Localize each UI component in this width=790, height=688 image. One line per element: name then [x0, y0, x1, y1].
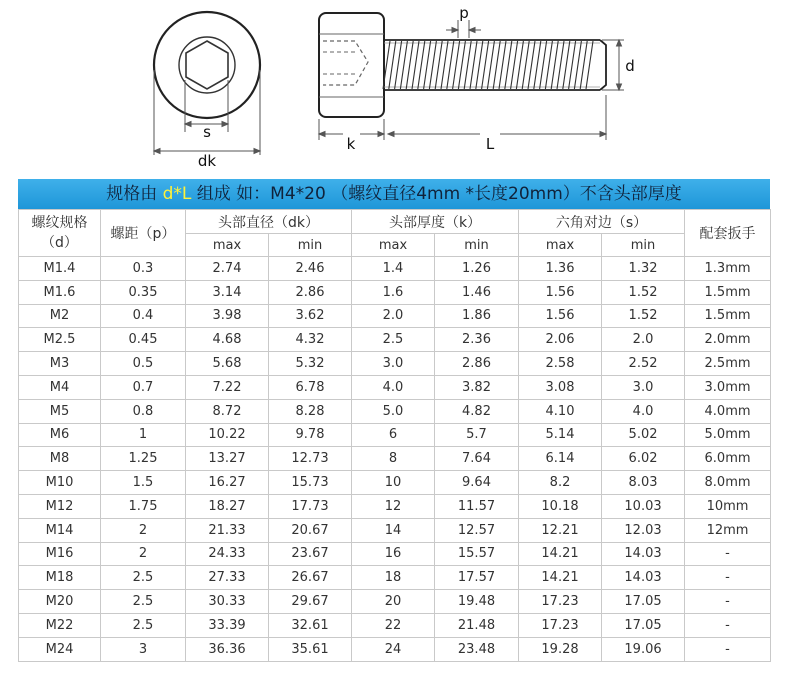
cell-head-dia-max: 4.68	[186, 328, 269, 352]
thread-line	[441, 41, 448, 89]
cell-spec: M10	[19, 471, 101, 495]
cell-hex-flat-max: 12.21	[519, 518, 602, 542]
cell-head-thick-max: 6	[352, 423, 435, 447]
screw-end-view	[154, 12, 260, 118]
cell-hex-flat-max: 3.08	[519, 375, 602, 399]
cell-hex-flat-max: 6.14	[519, 447, 602, 471]
thread-line	[499, 41, 506, 89]
cell-hex-flat-min: 4.0	[602, 399, 685, 423]
thread-line	[482, 41, 489, 89]
cell-spec: M16	[19, 542, 101, 566]
head-thick-min-header: min	[435, 234, 519, 257]
s-label: s	[203, 123, 211, 141]
cell-wrench: 10mm	[685, 494, 771, 518]
thread-line	[516, 41, 523, 89]
col-hex-flat-header: 六角对边（s）	[519, 210, 685, 234]
cell-head-dia-max: 10.22	[186, 423, 269, 447]
screw-side-view	[319, 13, 606, 117]
cell-head-dia-min: 2.86	[269, 280, 352, 304]
cell-head-thick-max: 14	[352, 518, 435, 542]
cell-head-thick-max: 18	[352, 566, 435, 590]
cell-head-thick-min: 17.57	[435, 566, 519, 590]
cell-pitch: 3	[101, 637, 186, 661]
cell-head-thick-max: 10	[352, 471, 435, 495]
cell-pitch: 0.5	[101, 352, 186, 376]
table-row	[19, 423, 771, 447]
cell-head-thick-max: 16	[352, 542, 435, 566]
cell-head-thick-max: 20	[352, 590, 435, 614]
cell-head-thick-min: 1.26	[435, 257, 519, 281]
dk-label: dk	[197, 152, 217, 170]
cell-pitch: 2.5	[101, 613, 186, 637]
cell-head-thick-min: 1.86	[435, 304, 519, 328]
table-row	[19, 542, 771, 566]
cell-head-dia-min: 4.32	[269, 328, 352, 352]
cell-head-thick-min: 9.64	[435, 471, 519, 495]
cell-spec: M8	[19, 447, 101, 471]
cell-pitch: 0.7	[101, 375, 186, 399]
cell-pitch: 0.8	[101, 399, 186, 423]
thread-line	[528, 41, 535, 89]
cell-head-thick-max: 24	[352, 637, 435, 661]
cell-head-dia-max: 7.22	[186, 375, 269, 399]
cell-hex-flat-min: 12.03	[602, 518, 685, 542]
table-row	[19, 613, 771, 637]
thread-line	[511, 41, 518, 89]
cell-hex-flat-max: 5.14	[519, 423, 602, 447]
cell-wrench: 1.5mm	[685, 304, 771, 328]
cell-hex-flat-max: 17.23	[519, 590, 602, 614]
cell-spec: M1.4	[19, 257, 101, 281]
thread-line	[429, 41, 436, 89]
cell-head-thick-min: 15.57	[435, 542, 519, 566]
cell-head-thick-max: 4.0	[352, 375, 435, 399]
L-label: L	[485, 135, 495, 153]
cell-head-dia-max: 2.74	[186, 257, 269, 281]
table-row	[19, 328, 771, 352]
format-banner	[18, 179, 770, 209]
cell-head-thick-min: 7.64	[435, 447, 519, 471]
cell-pitch: 1	[101, 423, 186, 447]
cell-wrench: -	[685, 542, 771, 566]
cell-hex-flat-min: 1.52	[602, 280, 685, 304]
cell-head-thick-max: 12	[352, 494, 435, 518]
cell-hex-flat-max: 1.36	[519, 257, 602, 281]
cell-spec: M4	[19, 375, 101, 399]
cell-pitch: 2	[101, 542, 186, 566]
cell-hex-flat-min: 8.03	[602, 471, 685, 495]
table-row	[19, 352, 771, 376]
cell-hex-flat-min: 14.03	[602, 542, 685, 566]
thread-line	[545, 41, 552, 89]
thread-line	[458, 41, 465, 89]
hex-flat-max-header: max	[519, 234, 602, 257]
cell-hex-flat-min: 5.02	[602, 423, 685, 447]
cell-head-dia-max: 8.72	[186, 399, 269, 423]
thread-line	[534, 41, 541, 89]
cell-spec: M24	[19, 637, 101, 661]
cell-spec: M22	[19, 613, 101, 637]
table-row	[19, 637, 771, 661]
cell-wrench: 8.0mm	[685, 471, 771, 495]
cell-hex-flat-max: 8.2	[519, 471, 602, 495]
table-row	[19, 590, 771, 614]
dk-dimension	[154, 70, 260, 155]
cell-head-dia-min: 6.78	[269, 375, 352, 399]
cell-head-dia-min: 3.62	[269, 304, 352, 328]
cell-head-dia-min: 9.78	[269, 423, 352, 447]
table-row	[19, 304, 771, 328]
cell-pitch: 0.45	[101, 328, 186, 352]
cell-head-dia-min: 35.61	[269, 637, 352, 661]
banner-prefix: 规格由	[106, 184, 163, 204]
table-row	[19, 447, 771, 471]
cell-head-thick-min: 23.48	[435, 637, 519, 661]
table-row	[19, 375, 771, 399]
col-pitch-header: 螺距（p）	[101, 210, 186, 257]
cell-head-dia-max: 3.98	[186, 304, 269, 328]
cell-head-thick-max: 8	[352, 447, 435, 471]
cell-hex-flat-min: 3.0	[602, 375, 685, 399]
cell-spec: M18	[19, 566, 101, 590]
cell-wrench: 5.0mm	[685, 423, 771, 447]
thread-line	[447, 41, 454, 89]
cell-spec: M1.6	[19, 280, 101, 304]
cell-head-dia-max: 33.39	[186, 613, 269, 637]
cell-head-thick-min: 3.82	[435, 375, 519, 399]
cell-head-dia-min: 23.67	[269, 542, 352, 566]
cell-pitch: 1.75	[101, 494, 186, 518]
cell-hex-flat-max: 17.23	[519, 613, 602, 637]
cell-hex-flat-max: 1.56	[519, 280, 602, 304]
banner-highlight: d*L	[162, 184, 192, 204]
cell-hex-flat-max: 19.28	[519, 637, 602, 661]
cell-pitch: 2	[101, 518, 186, 542]
cell-head-dia-min: 32.61	[269, 613, 352, 637]
spec-table	[18, 209, 771, 662]
cell-pitch: 0.3	[101, 257, 186, 281]
cell-head-thick-min: 2.86	[435, 352, 519, 376]
cell-head-thick-max: 2.0	[352, 304, 435, 328]
spec-header-line1: 螺纹规格	[31, 215, 88, 231]
cell-hex-flat-max: 2.58	[519, 352, 602, 376]
col-head-thick-header: 头部厚度（k）	[352, 210, 519, 234]
cell-head-dia-max: 27.33	[186, 566, 269, 590]
cell-hex-flat-max: 2.06	[519, 328, 602, 352]
cell-spec: M2.5	[19, 328, 101, 352]
thread-line	[586, 41, 593, 89]
thread-line	[476, 41, 483, 89]
cell-head-thick-min: 12.57	[435, 518, 519, 542]
cell-head-dia-min: 15.73	[269, 471, 352, 495]
cell-wrench: -	[685, 637, 771, 661]
thread-line	[569, 41, 576, 89]
cell-head-dia-min: 2.46	[269, 257, 352, 281]
cell-head-dia-min: 12.73	[269, 447, 352, 471]
col-wrench-header: 配套扳手	[685, 210, 771, 257]
thread-line	[505, 41, 512, 89]
cell-pitch: 0.35	[101, 280, 186, 304]
cell-head-dia-max: 13.27	[186, 447, 269, 471]
thread-line	[563, 41, 570, 89]
cell-head-thick-min: 11.57	[435, 494, 519, 518]
cell-head-dia-min: 8.28	[269, 399, 352, 423]
thread-line	[540, 41, 547, 89]
cell-head-thick-min: 4.82	[435, 399, 519, 423]
table-row	[19, 566, 771, 590]
cell-wrench: 4.0mm	[685, 399, 771, 423]
table-row	[19, 518, 771, 542]
cell-wrench: -	[685, 613, 771, 637]
cell-wrench: 12mm	[685, 518, 771, 542]
table-row	[19, 280, 771, 304]
cell-pitch: 2.5	[101, 566, 186, 590]
cell-head-thick-min: 21.48	[435, 613, 519, 637]
thread-line	[435, 41, 442, 89]
thread-line	[574, 41, 581, 89]
cell-hex-flat-min: 14.03	[602, 566, 685, 590]
thread-line	[418, 41, 425, 89]
cell-spec: M5	[19, 399, 101, 423]
cell-wrench: 6.0mm	[685, 447, 771, 471]
cell-head-dia-max: 21.33	[186, 518, 269, 542]
cell-hex-flat-min: 1.52	[602, 304, 685, 328]
thread-line	[424, 41, 431, 89]
hex-flat-min-header: min	[602, 234, 685, 257]
cell-hex-flat-max: 4.10	[519, 399, 602, 423]
cell-hex-flat-min: 6.02	[602, 447, 685, 471]
L-dimension	[388, 95, 606, 140]
p-label: p	[459, 4, 469, 22]
thread-line	[389, 41, 396, 89]
cell-hex-flat-min: 10.03	[602, 494, 685, 518]
thread-line	[522, 41, 529, 89]
cell-head-thick-max: 1.4	[352, 257, 435, 281]
cell-head-thick-min: 1.46	[435, 280, 519, 304]
cell-head-dia-min: 20.67	[269, 518, 352, 542]
cell-pitch: 2.5	[101, 590, 186, 614]
cell-head-dia-max: 5.68	[186, 352, 269, 376]
cell-spec: M14	[19, 518, 101, 542]
thread-line	[557, 41, 564, 89]
thread-line	[464, 41, 471, 89]
cell-hex-flat-min: 1.32	[602, 257, 685, 281]
cell-hex-flat-max: 1.56	[519, 304, 602, 328]
cell-wrench: 2.0mm	[685, 328, 771, 352]
cell-head-thick-max: 1.6	[352, 280, 435, 304]
thread-line	[551, 41, 558, 89]
cell-wrench: -	[685, 566, 771, 590]
thread-line	[470, 41, 477, 89]
cell-head-dia-max: 36.36	[186, 637, 269, 661]
cell-head-dia-min: 17.73	[269, 494, 352, 518]
cell-head-dia-min: 26.67	[269, 566, 352, 590]
thread-line	[580, 41, 587, 89]
spec-header-line2: （d）	[41, 235, 78, 251]
cell-hex-flat-min: 2.52	[602, 352, 685, 376]
thread-line	[395, 41, 402, 89]
cell-head-dia-max: 3.14	[186, 280, 269, 304]
cell-head-thick-max: 2.5	[352, 328, 435, 352]
banner-suffix: 组成 如：M4*20 （螺纹直径4mm *长度20mm）不含头部厚度	[191, 184, 682, 204]
cell-head-thick-max: 22	[352, 613, 435, 637]
cell-hex-flat-max: 14.21	[519, 542, 602, 566]
cell-head-thick-max: 5.0	[352, 399, 435, 423]
table-row	[19, 399, 771, 423]
cell-head-thick-min: 2.36	[435, 328, 519, 352]
thread-line	[400, 41, 407, 89]
col-head-dia-header: 头部直径（dk）	[186, 210, 352, 234]
k-label: k	[346, 135, 356, 153]
cell-spec: M3	[19, 352, 101, 376]
table-row	[19, 471, 771, 495]
table-row	[19, 494, 771, 518]
spec-table-body	[19, 257, 771, 662]
cell-hex-flat-min: 2.0	[602, 328, 685, 352]
cell-hex-flat-max: 14.21	[519, 566, 602, 590]
d-label: d	[625, 57, 635, 75]
thread-line	[493, 41, 500, 89]
cell-spec: M20	[19, 590, 101, 614]
cell-spec: M6	[19, 423, 101, 447]
thread-line	[487, 41, 494, 89]
cell-head-dia-min: 29.67	[269, 590, 352, 614]
table-row	[19, 257, 771, 281]
cell-head-dia-max: 30.33	[186, 590, 269, 614]
cell-head-thick-max: 3.0	[352, 352, 435, 376]
cell-head-dia-max: 16.27	[186, 471, 269, 495]
head-dia-max-header: max	[186, 234, 269, 257]
cell-wrench: 2.5mm	[685, 352, 771, 376]
col-spec-header	[19, 210, 101, 257]
cell-hex-flat-min: 19.06	[602, 637, 685, 661]
cell-pitch: 0.4	[101, 304, 186, 328]
cell-head-dia-max: 18.27	[186, 494, 269, 518]
cell-head-thick-min: 19.48	[435, 590, 519, 614]
thread-line	[453, 41, 460, 89]
cell-wrench: 3.0mm	[685, 375, 771, 399]
cell-head-dia-min: 5.32	[269, 352, 352, 376]
thread-line	[412, 41, 419, 89]
thread-line	[406, 41, 413, 89]
head-thick-max-header: max	[352, 234, 435, 257]
cell-pitch: 1.5	[101, 471, 186, 495]
cell-wrench: 1.5mm	[685, 280, 771, 304]
cell-hex-flat-min: 17.05	[602, 590, 685, 614]
cell-wrench: 1.3mm	[685, 257, 771, 281]
cell-head-thick-min: 5.7	[435, 423, 519, 447]
cell-hex-flat-min: 17.05	[602, 613, 685, 637]
p-dimension	[446, 20, 481, 38]
cell-spec: M2	[19, 304, 101, 328]
screw-technical-drawing	[0, 0, 790, 178]
cell-spec: M12	[19, 494, 101, 518]
cell-wrench: -	[685, 590, 771, 614]
cell-pitch: 1.25	[101, 447, 186, 471]
cell-head-dia-max: 24.33	[186, 542, 269, 566]
head-dia-min-header: min	[269, 234, 352, 257]
cell-hex-flat-max: 10.18	[519, 494, 602, 518]
